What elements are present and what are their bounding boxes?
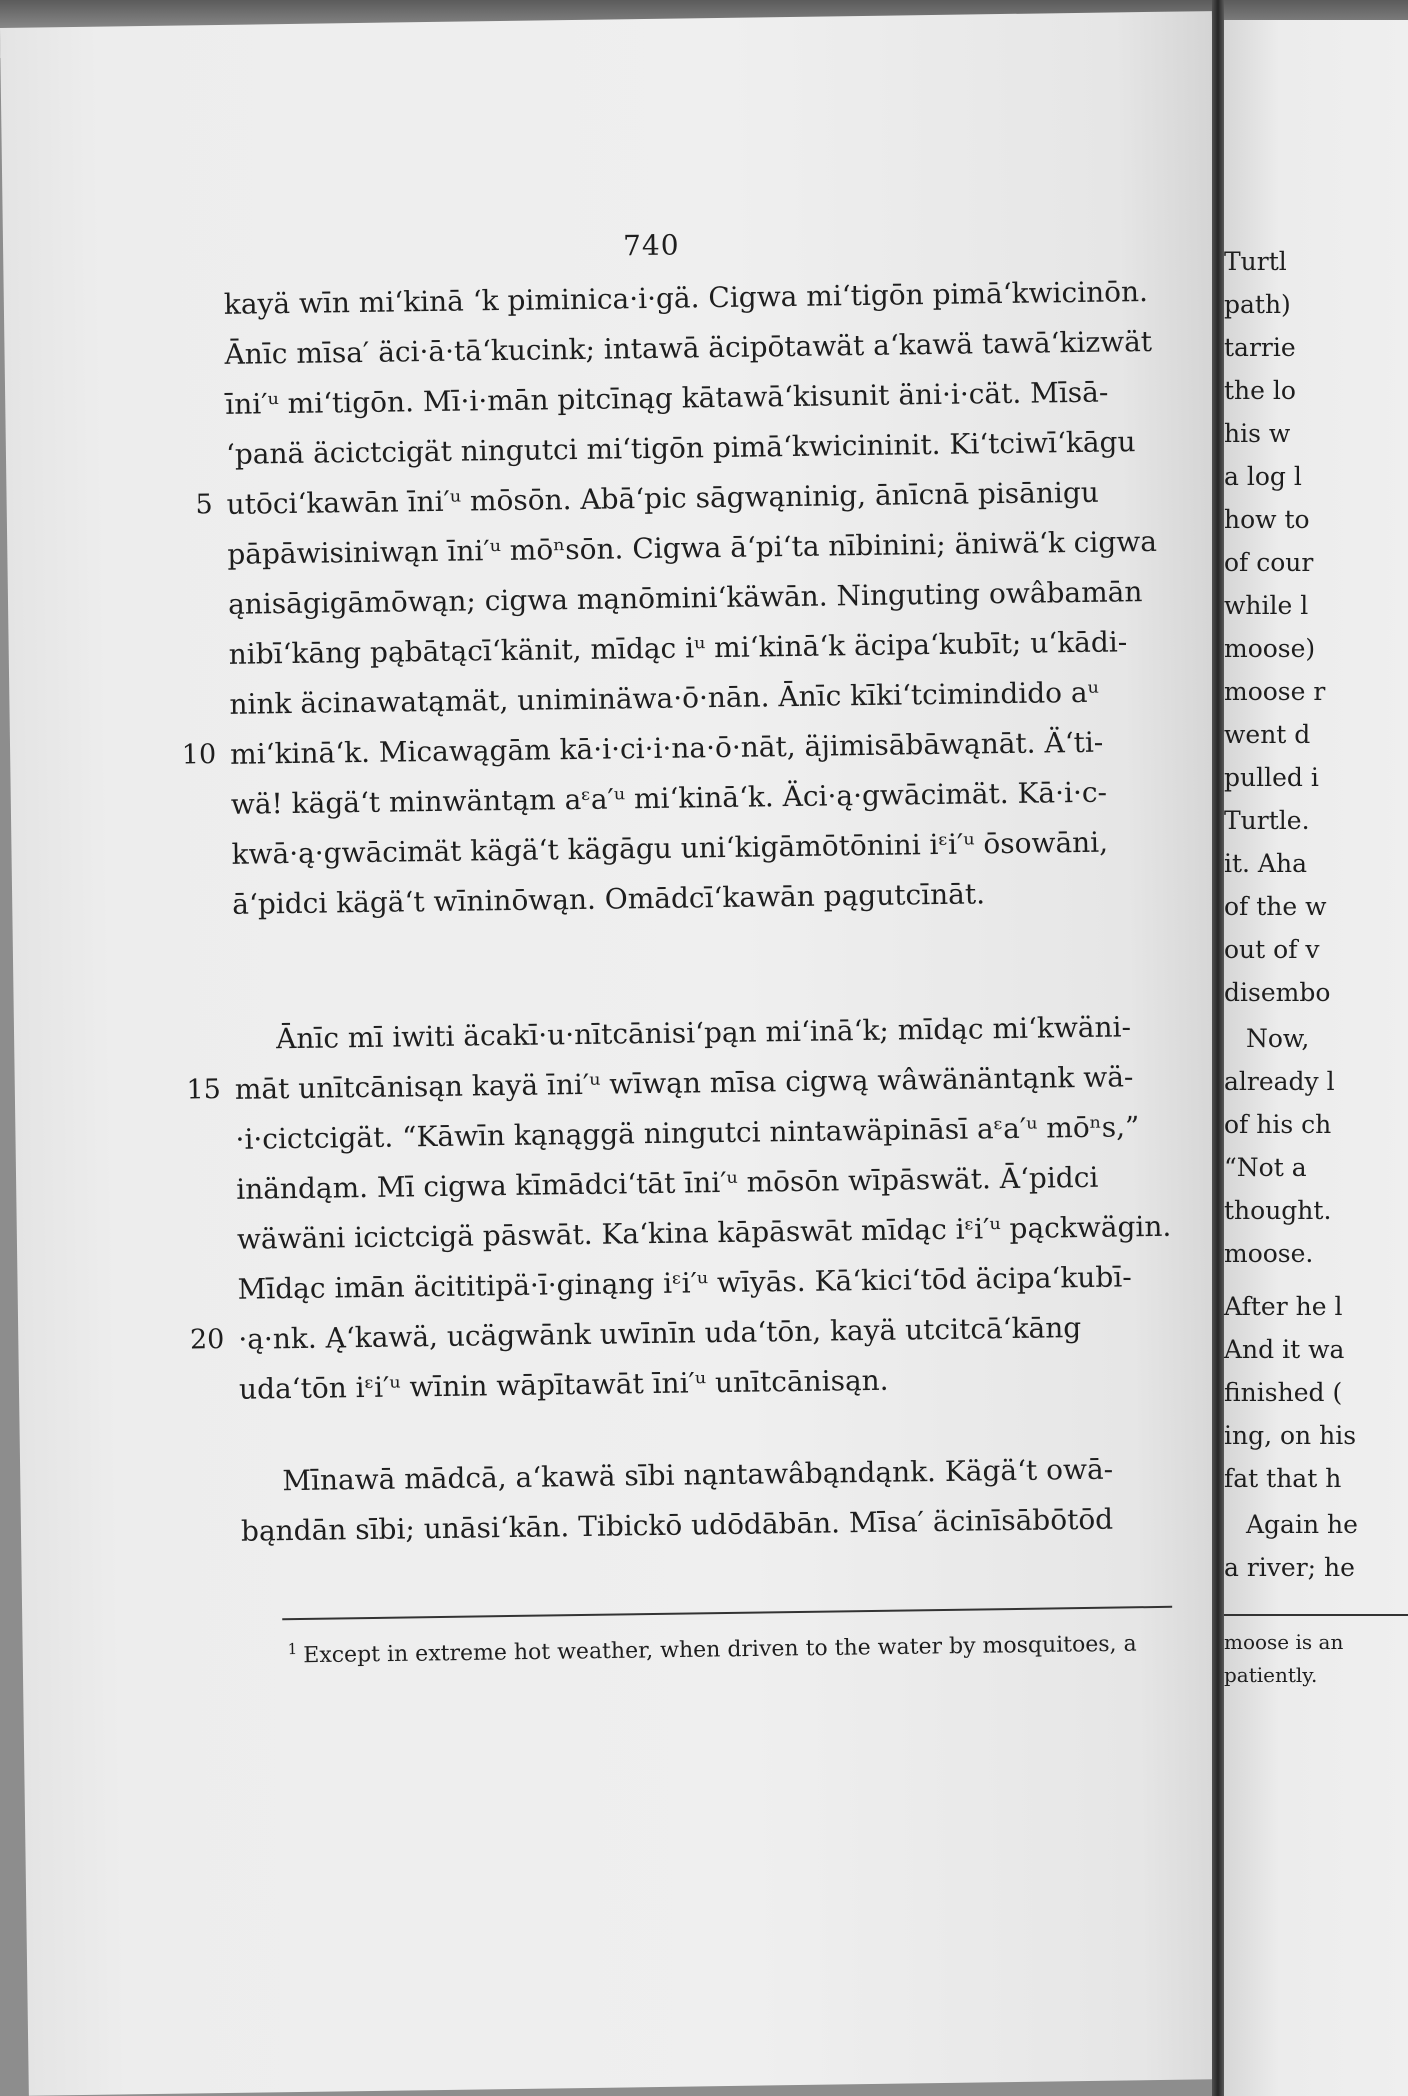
line-number	[190, 1457, 226, 1458]
line-number	[174, 330, 210, 331]
text-line: Again he	[1246, 1510, 1358, 1539]
left-page	[0, 11, 1241, 2096]
footnote-line: moose is an	[1224, 1630, 1344, 1654]
line-number: 15	[186, 1074, 222, 1106]
text-line: Turtl	[1224, 247, 1287, 276]
line-number: 10	[181, 739, 217, 771]
text-line: how to	[1224, 505, 1310, 534]
text-line: a log l	[1224, 462, 1302, 491]
line-number	[184, 1015, 220, 1016]
line-text: Mīdąc imān äcititipä·ī·ginąng iᵋi′ᵘ wīyās. Kāʻkiciʻtōd äcipaʻkubī-	[237, 1260, 1132, 1306]
text-line: finished (	[1224, 1378, 1343, 1407]
line-text: kwā·ą·gwācimät kägäʻt kägāgu uniʻkigāmōtōnini iᵋi′ᵘ ōsowāni,	[231, 825, 1109, 871]
text-line: of his ch	[1224, 1110, 1332, 1139]
paragraph-2	[186, 1002, 1172, 1415]
line-number	[179, 680, 215, 681]
line-text: āʻpidci kägäʻt wīninōwąn. Omādcīʻkawān pągutcīnāt.	[232, 877, 986, 921]
footnote	[288, 1628, 1137, 1668]
line-text: nink äcinawatąmät, uniminäwa·ō·nān. Ānīc kīkiʻtcimindido aᵘ	[229, 675, 1099, 721]
line-text: udaʻtōn iᵋi′ᵘ wīnin wāpītawāt īni′ᵘ unītcānisąn.	[238, 1363, 889, 1406]
line-text: miʻkināʻk. Micawągām kā·i·ci·i·na·ō·nāt, äjimisābāwąnāt. Äʻti-	[229, 725, 1104, 771]
line-number	[175, 380, 211, 381]
line-text: utōciʻkawān īni′ᵘ mōsōn. Abāʻpic sāgwąninig, ānīcnā pisānigu	[226, 475, 1100, 521]
text-line: “Not a	[1224, 1153, 1307, 1182]
line-text: bąndān sībi; unāsiʻkān. Tibickō udōdābān. Mīsa′ äcinīsābōtōd	[240, 1502, 1114, 1548]
line-number: 20	[189, 1323, 225, 1356]
line-text: ·ą·nk. Ąʻkawä, ucägwānk uwīnīn udaʻtōn, kayä utcitcāʻkāng	[238, 1311, 1082, 1356]
text-line: went d	[1224, 720, 1311, 749]
footnote-text: Except in extreme hot weather, when driven to the water by mosquitoes, a	[303, 1631, 1137, 1669]
line-number	[176, 430, 212, 431]
paragraph-3	[240, 1444, 1171, 1557]
text-line: ing, on his	[1224, 1421, 1357, 1450]
text-line: pulled i	[1224, 763, 1319, 792]
footnote-rule	[282, 1606, 1172, 1620]
footnote-line: patiently.	[1224, 1663, 1318, 1687]
text-line: After he l	[1224, 1292, 1343, 1321]
line-number	[187, 1215, 223, 1216]
text-line: his w	[1224, 419, 1291, 448]
footnote-rule	[1224, 1614, 1408, 1616]
text-line: the lo	[1224, 376, 1296, 405]
text-line: Turtle.	[1224, 806, 1310, 835]
line-text: māt unītcānisąn kayä īni′ᵘ wīwąn mīsa cigwą wâwänäntąnk wä-	[234, 1060, 1134, 1106]
text-line: moose.	[1224, 1239, 1314, 1268]
line-text: Ānīc mīsa′ äci·ā·tāʻkucink; intawā äcipōtawät aʻkawä tawāʻkizwät	[224, 324, 1153, 371]
line-number	[178, 580, 214, 581]
text-line: path)	[1224, 290, 1291, 319]
line-text: Ānīc mī iwiti äcakī·u·nītcānisiʻpąn miʻināʻk; mīdąc miʻkwäni-	[275, 1010, 1132, 1056]
text-line: moose)	[1224, 634, 1316, 663]
book-gutter	[1212, 0, 1224, 2096]
line-text: kayä wīn miʻkinā ʻk piminica·i·gä. Cigwa miʻtigōn pimāʻkwicinōn.	[223, 274, 1149, 321]
line-number	[181, 830, 217, 831]
text-line: And it wa	[1224, 1335, 1345, 1364]
line-text: ąnisāgigāmōwąn; cigwa mąnōminiʻkäwān. Ninguting owâbamān	[227, 575, 1143, 621]
text-line: Now,	[1246, 1024, 1310, 1053]
text-line: already l	[1224, 1067, 1335, 1096]
text-line: thought.	[1224, 1196, 1332, 1225]
text-line: of cour	[1224, 548, 1314, 577]
line-text: wäwäni icictcigä pāswāt. Kaʻkina kāpāswāt mīdąc iᵋi′ᵘ pąckwägin.	[236, 1209, 1172, 1256]
line-number	[191, 1507, 227, 1508]
text-line: disembo	[1224, 978, 1331, 1007]
text-line: a river; he	[1224, 1553, 1355, 1582]
right-page	[1224, 20, 1408, 2096]
paragraph-1	[181, 267, 1163, 930]
text-line: it. Aha	[1224, 849, 1307, 878]
line-text: pāpāwisiniwąn īni′ᵘ mōⁿsōn. Cigwa āʻpiʻta nībinini; äniwäʻk cigwa	[227, 524, 1158, 571]
line-number	[182, 880, 218, 881]
line-number	[186, 1165, 222, 1166]
line-text: Mīnawā mādcā, aʻkawä sībi nąntawâbąndąnk. Kägäʻt owā-	[282, 1452, 1114, 1498]
line-number	[178, 630, 214, 631]
text-line: moose r	[1224, 677, 1326, 706]
line-number	[187, 1265, 223, 1266]
line-text: īni′ᵘ miʻtigōn. Mī·i·mān pitcīnąg kātawāʻkisunit äni·i·cät. Mīsā-	[225, 375, 1109, 421]
text-line: of the w	[1224, 892, 1327, 921]
text-line: fat that h	[1224, 1464, 1342, 1493]
text-line: while l	[1224, 591, 1309, 620]
line-number	[174, 280, 210, 281]
line-number: 5	[195, 489, 213, 521]
text-line: out of v	[1224, 935, 1320, 964]
line-text: inändąm. Mī cigwa kīmādciʻtāt īni′ᵘ mōsōn wīpāswät. Āʻpidci	[236, 1160, 1099, 1206]
line-text: wä! kägäʻt minwäntąm aᵋa′ᵘ miʻkināʻk. Äci·ą·gwācimät. Kā·i·c-	[230, 775, 1108, 821]
line-text: ·i·cictcigät. “Kāwīn kąnąggä ningutci nintawäpināsī aᵋa′ᵘ mōⁿs,”	[235, 1110, 1140, 1156]
text-line: tarrie	[1224, 333, 1296, 362]
page-number: 740	[622, 228, 680, 263]
line-text: nibīʻkāng pąbātącīʻkänit, mīdąc iᵘ miʻkināʻk äcipaʻkubīt; uʻkādi-	[228, 625, 1128, 671]
line-text: ʻpanä äcictcigät ningutci miʻtigōn pimāʻkwicininit. Kiʻtciwīʻkāgu	[225, 425, 1136, 471]
footnote-mark: 1	[287, 1640, 298, 1659]
